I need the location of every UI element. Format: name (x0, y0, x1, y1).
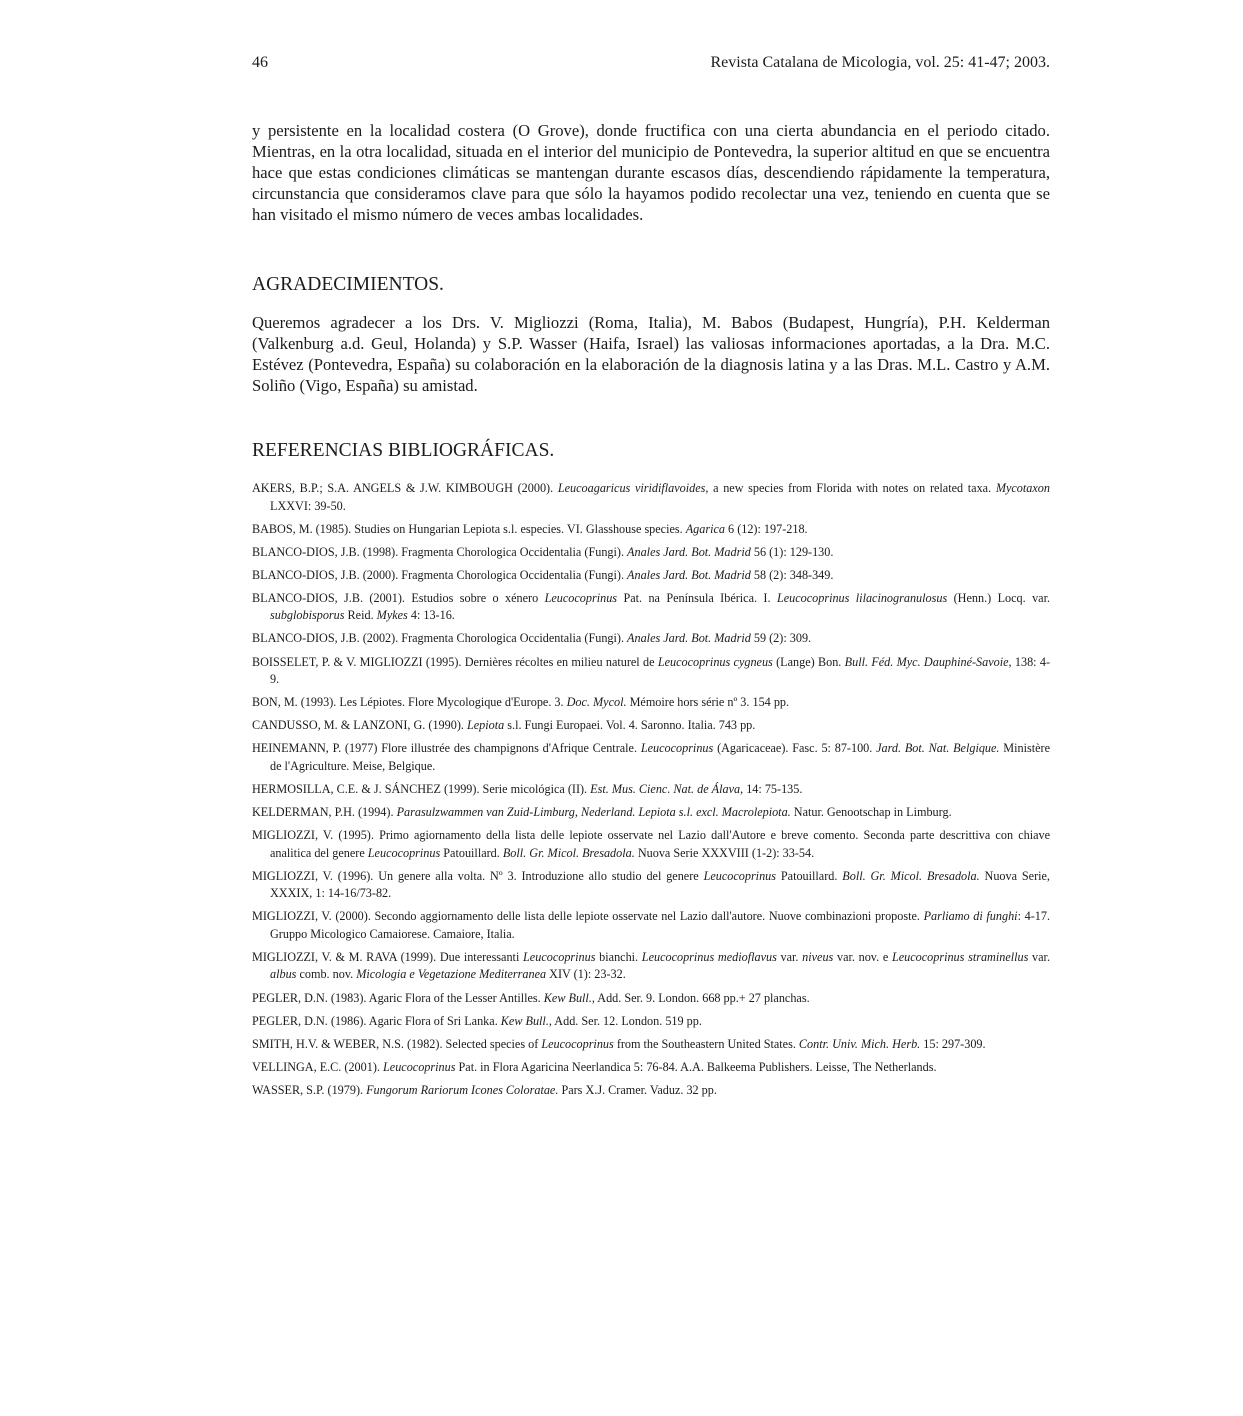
reference-text: 58 (2): 348-349. (750, 567, 834, 582)
reference-text: (Agaricaceae). Fasc. 5: 87-100. (713, 741, 877, 756)
reference-text: 4: 13-16. (407, 608, 455, 623)
reference-entry (252, 781, 1050, 799)
reference-italic-text: Bull. Féd. Myc. Dauphiné-Savoie (844, 654, 1009, 669)
reference-italic-text: Est. Mus. Cienc. Nat. de Álava (590, 781, 741, 796)
reference-entry (252, 630, 1050, 648)
reference-text: , Add. Ser. 9. London. 668 pp.+ 27 planchas. (591, 990, 810, 1005)
reference-text: 56 (1): 129-130. (750, 544, 834, 559)
reference-entry (252, 804, 1050, 822)
reference-entry (252, 908, 1050, 943)
reference-text: XIV (1): 23-32. (546, 967, 626, 982)
reference-text: MIGLIOZZI, V. (2000). Secondo aggiornamento delle lista delle lepiote osservate nel Lazio dall'autore. Nuove combinazioni proposte. (252, 909, 924, 924)
reference-italic-text: Leucocoprinus (703, 868, 777, 883)
reference-italic-text: Anales Jard. Bot. Madrid (627, 544, 751, 559)
reference-text: (Henn.) Locq. var. (947, 590, 1051, 605)
reference-text: 59 (2): 309. (750, 631, 812, 646)
references-list (252, 480, 1050, 1105)
reference-italic-text: Jard. Bot. Nat. Belgique. (876, 741, 1000, 756)
reference-italic-text: Mycotaxon (995, 481, 1050, 495)
reference-italic-text: Leucocoprinus (541, 1036, 614, 1051)
reference-italic-text: Mykes (376, 608, 408, 623)
reference-italic-text: Anales Jard. Bot. Madrid (627, 631, 751, 646)
reference-text: MIGLIOZZI, V. & M. RAVA (1999). Due interessanti (252, 949, 524, 964)
reference-text: VELLINGA, E.C. (2001). (252, 1059, 383, 1074)
reference-text: Ministère de l'Agriculture. Meise, Belgique. (270, 741, 1051, 773)
reference-text: Patouillard. (440, 845, 503, 860)
reference-italic-text: Boll. Gr. Micol. Bresadola. (842, 868, 980, 883)
reference-entry (252, 567, 1050, 585)
reference-italic-text: Doc. Mycol. (566, 695, 627, 710)
reference-italic-text: Leucocoprinus (367, 845, 441, 860)
journal-citation: Revista Catalana de Micologia, vol. 25: 41-47; 2003. (710, 54, 1050, 71)
reference-italic-text: Lepiota (466, 718, 505, 733)
reference-italic-text: Leucocoprinus (640, 741, 714, 756)
reference-text: BOISSELET, P. & V. MIGLIOZZI (1995). Dernières récoltes en milieu naturel de (252, 654, 658, 669)
reference-text: HERMOSILLA, C.E. & J. SÁNCHEZ (1999). Serie micológica (II). (252, 781, 591, 796)
reference-text: PEGLER, D.N. (1986). Agaric Flora of Sri Lanka. (252, 1013, 501, 1028)
reference-entry (252, 740, 1050, 775)
reference-italic-text: Leucocoprinus medioflavus (641, 949, 777, 964)
reference-text: s.l. Fungi Europaei. Vol. 4. Saronno. Italia. 743 pp. (504, 718, 756, 733)
reference-text: MIGLIOZZI, V. (1995). Primo agiornamento della lista delle lepiote osservate nel Lazio dall'Autore e breve comento. Seconda parte descrittiva con chiave analitica del genere (252, 828, 1050, 860)
reference-entry (252, 949, 1050, 984)
reference-italic-text: Fungorum Rariorum Icones Coloratae. (366, 1082, 559, 1097)
reference-text: comb. nov. (296, 967, 357, 982)
reference-entry (252, 1082, 1050, 1100)
reference-entry (252, 521, 1050, 539)
reference-text: , Add. Ser. 12. London. 519 pp. (548, 1013, 702, 1028)
acknowledgements-text: Queremos agradecer a los Drs. V. Migliozzi (Roma, Italia), M. Babos (Budapest, Hungría), P.H. Kelderman (Valkenburg a.d. Geul, Holanda) y S.P. Wasser (Haifa, Israel) las valiosas informaciones aportadas, a la Dra. M.C. Estévez (Pontevedra, España) su colaboración en la elaboración de la diagnosis latina y a las Dras. M.L. Castro y A.M. Soliño (Vigo, España) su amistad. (252, 313, 1050, 395)
reference-text: BABOS, M. (1985). Studies on Hungarian Lepiota s.l. especies. VI. Glasshouse species. (252, 521, 686, 536)
page-header (252, 54, 1050, 78)
reference-text: , 138: 4-9. (270, 654, 1051, 687)
reference-entry (252, 694, 1050, 712)
reference-text: var. nov. e (833, 949, 892, 964)
reference-text: SMITH, H.V. & WEBER, N.S. (1982). Selected species of (252, 1036, 542, 1051)
reference-text: WASSER, S.P. (1979). (252, 1082, 367, 1097)
reference-entry (252, 1013, 1050, 1031)
intro-paragraph: y persistente en la localidad costera (O Grove), donde fructifica con una cierta abundancia en el periodo citado. Mientras, en la otra localidad, situada en el interior del municipio de Pontevedra, la superior altitud en que se encuentra hace que estas condiciones climáticas se mantengan durante escasos días, descendiendo rápidamente la temperatura, circunstancia que consideramos clave para que sólo la hayamos podido recolectar una vez, teniendo en cuenta que se han visitado el mismo número de veces ambas localidades. (252, 121, 1050, 224)
reference-text: KELDERMAN, P.H. (1994). (252, 805, 397, 820)
reference-italic-text: Micologia e Vegetazione Mediterranea (356, 967, 547, 982)
reference-text: Nuova Serie XXXVIII (1-2): 33-54. (634, 845, 815, 860)
reference-entry (252, 480, 1050, 515)
reference-text: (Lange) Bon. (772, 654, 845, 669)
reference-text: : 4-17. Gruppo Micologico Camaiorese. Camaiore, Italia. (270, 909, 1050, 941)
reference-italic-text: Leucocoprinus cygneus (657, 654, 773, 669)
reference-text: Natur. Genootschap in Limburg. (790, 805, 952, 820)
reference-text: var. (1028, 949, 1050, 964)
reference-text: 15: 297-309. (920, 1036, 986, 1051)
reference-text: 6 (12): 197-218. (725, 521, 808, 536)
reference-italic-text: niveus (802, 949, 834, 964)
reference-entry (252, 868, 1050, 903)
reference-text: Nuova Serie, XXXIX, 1: 14-16/73-82. (270, 868, 1050, 901)
reference-italic-text: Boll. Gr. Micol. Bresadola. (502, 845, 635, 860)
reference-text: AKERS, B.P.; S.A. ANGELS & J.W. KIMBOUGH (2000). (252, 481, 558, 495)
reference-italic-text: Parasulzwammen van Zuid-Limburg, Nederland. Lepiota s.l. excl. Macrolepiota. (396, 805, 791, 820)
reference-italic-text: Kew Bull. (500, 1013, 549, 1028)
reference-italic-text: Leucocoprinus (383, 1059, 456, 1074)
reference-italic-text: Kew Bull. (543, 990, 592, 1005)
reference-entry (252, 1036, 1050, 1054)
reference-entry (252, 827, 1050, 862)
page-number: 46 (252, 54, 268, 71)
reference-text: BON, M. (1993). Les Lépiotes. Flore Mycologique d'Europe. 3. (252, 695, 567, 710)
reference-italic-text: albus (270, 967, 297, 982)
reference-entry (252, 544, 1050, 562)
reference-italic-text: Contr. Univ. Mich. Herb. (798, 1036, 921, 1051)
reference-entry (252, 590, 1050, 625)
reference-italic-text: Leucoagaricus viridiflavoides (557, 481, 706, 495)
reference-text: , 14: 75-135. (740, 781, 803, 796)
reference-italic-text: Anales Jard. Bot. Madrid (627, 567, 751, 582)
reference-italic-text: Agarica (685, 521, 725, 536)
reference-italic-text: Parliamo di funghi (923, 909, 1018, 924)
reference-text: bianchi. (595, 949, 642, 964)
reference-text: Pat. in Flora Agaricina Neerlandica 5: 76-84. A.A. Balkeema Publishers. Leisse, The Netherlands. (455, 1059, 937, 1074)
reference-italic-text: Leucocoprinus (523, 949, 596, 964)
reference-text: Patouillard. (776, 868, 843, 883)
reference-text: from the Southeastern United States. (613, 1036, 799, 1051)
reference-entry (252, 990, 1050, 1008)
reference-entry (252, 1059, 1050, 1077)
reference-text: Pars X.J. Cramer. Vaduz. 32 pp. (558, 1082, 717, 1097)
reference-text: CANDUSSO, M. & LANZONI, G. (1990). (252, 718, 467, 733)
reference-text: PEGLER, D.N. (1983). Agaric Flora of the Lesser Antilles. (252, 990, 544, 1005)
reference-entry (252, 717, 1050, 735)
reference-entry (252, 654, 1050, 689)
reference-text: BLANCO-DIOS, J.B. (2002). Fragmenta Chorologica Occidentalia (Fungi). (252, 631, 628, 646)
reference-text: Reid. (344, 608, 377, 623)
reference-italic-text: Leucocoprinus lilacinogranulosus (776, 590, 948, 605)
reference-text: var. (776, 949, 803, 964)
reference-text: LXXVI: 39-50. (270, 498, 346, 513)
reference-text: , a new species from Florida with notes on related taxa. (705, 481, 996, 495)
references-heading: REFERENCIAS BIBLIOGRÁFICAS. (252, 440, 555, 461)
reference-italic-text: subglobisporus (270, 608, 345, 623)
reference-text: Mémoire hors série nº 3. 154 pp. (626, 695, 790, 710)
reference-italic-text: Leucocoprinus straminellus (891, 949, 1029, 964)
reference-italic-text: Leucocoprinus (544, 590, 618, 605)
reference-text: Pat. na Península Ibérica. I. (617, 590, 777, 605)
reference-text: MIGLIOZZI, V. (1996). Un genere alla volta. Nº 3. Introduzione allo studio del genere (252, 868, 704, 883)
reference-text: BLANCO-DIOS, J.B. (1998). Fragmenta Chorologica Occidentalia (Fungi). (252, 544, 628, 559)
reference-text: HEINEMANN, P. (1977) Flore illustrée des champignons d'Afrique Centrale. (252, 741, 641, 756)
acknowledgements-heading: AGRADECIMIENTOS. (252, 274, 444, 295)
reference-text: BLANCO-DIOS, J.B. (2001). Estudios sobre o xénero (252, 590, 545, 605)
reference-text: BLANCO-DIOS, J.B. (2000). Fragmenta Chorologica Occidentalia (Fungi). (252, 567, 628, 582)
